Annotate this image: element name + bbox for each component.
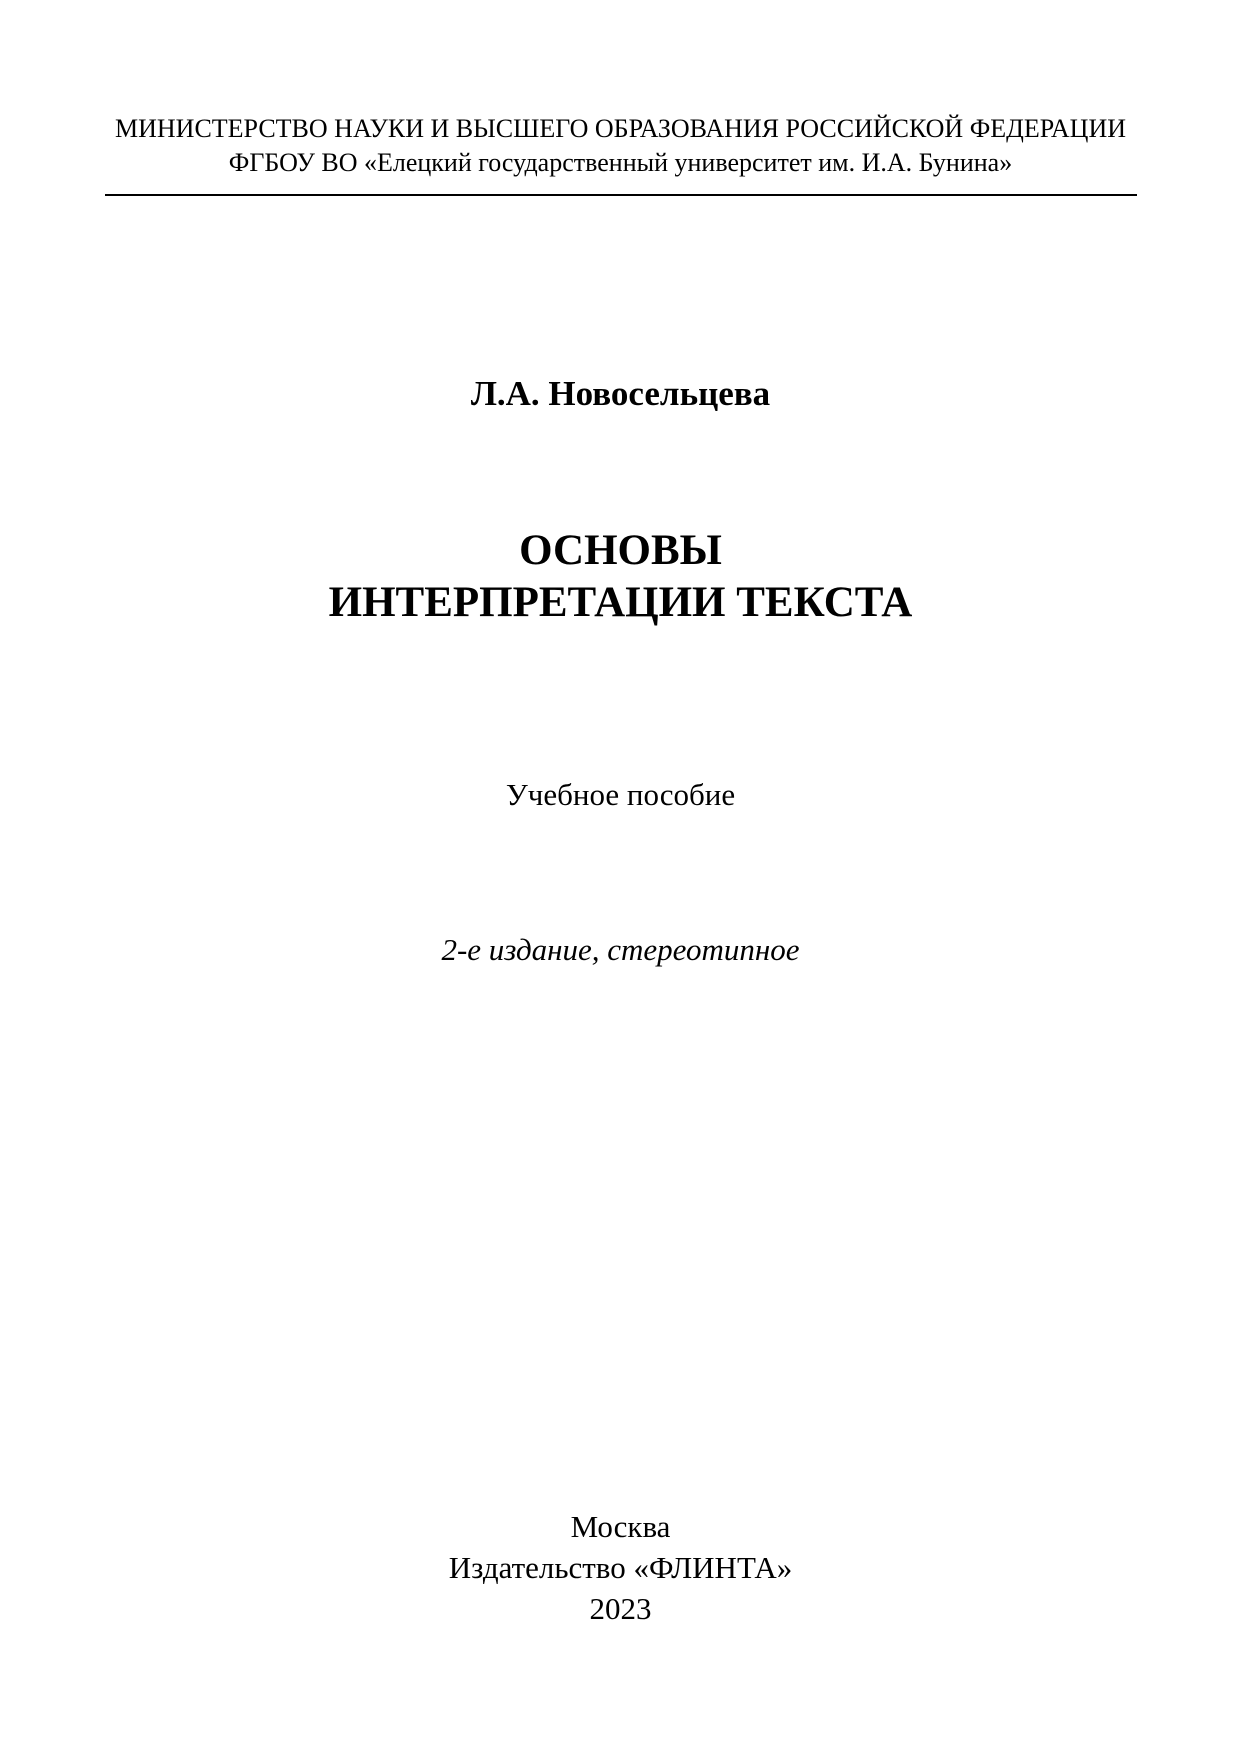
imprint-block xyxy=(0,1506,1241,1629)
publication-year: 2023 xyxy=(589,1591,652,1626)
book-title-line-1: ОСНОВЫ xyxy=(519,527,722,574)
university-name: ФГБОУ ВО «Елецкий государственный университет им. И.А. Бунина» xyxy=(228,148,1013,177)
book-type: Учебное пособие xyxy=(505,777,736,812)
publication-city: Москва xyxy=(570,1509,671,1544)
edition-note: 2-е издание, стереотипное xyxy=(441,932,800,967)
title-page-header xyxy=(0,112,1241,180)
author-name: Л.А. Новосельцева xyxy=(470,374,771,413)
book-title-line-2: ИНТЕРПРЕТАЦИИ ТЕКСТА xyxy=(328,579,913,626)
header-divider xyxy=(105,194,1137,196)
book-title xyxy=(0,525,1241,629)
ministry-name: МИНИСТЕРСТВО НАУКИ И ВЫСШЕГО ОБРАЗОВАНИЯ РОССИЙСКОЙ ФЕДЕРАЦИИ xyxy=(115,114,1126,143)
publisher-name: Издательство «ФЛИНТА» xyxy=(448,1550,793,1585)
